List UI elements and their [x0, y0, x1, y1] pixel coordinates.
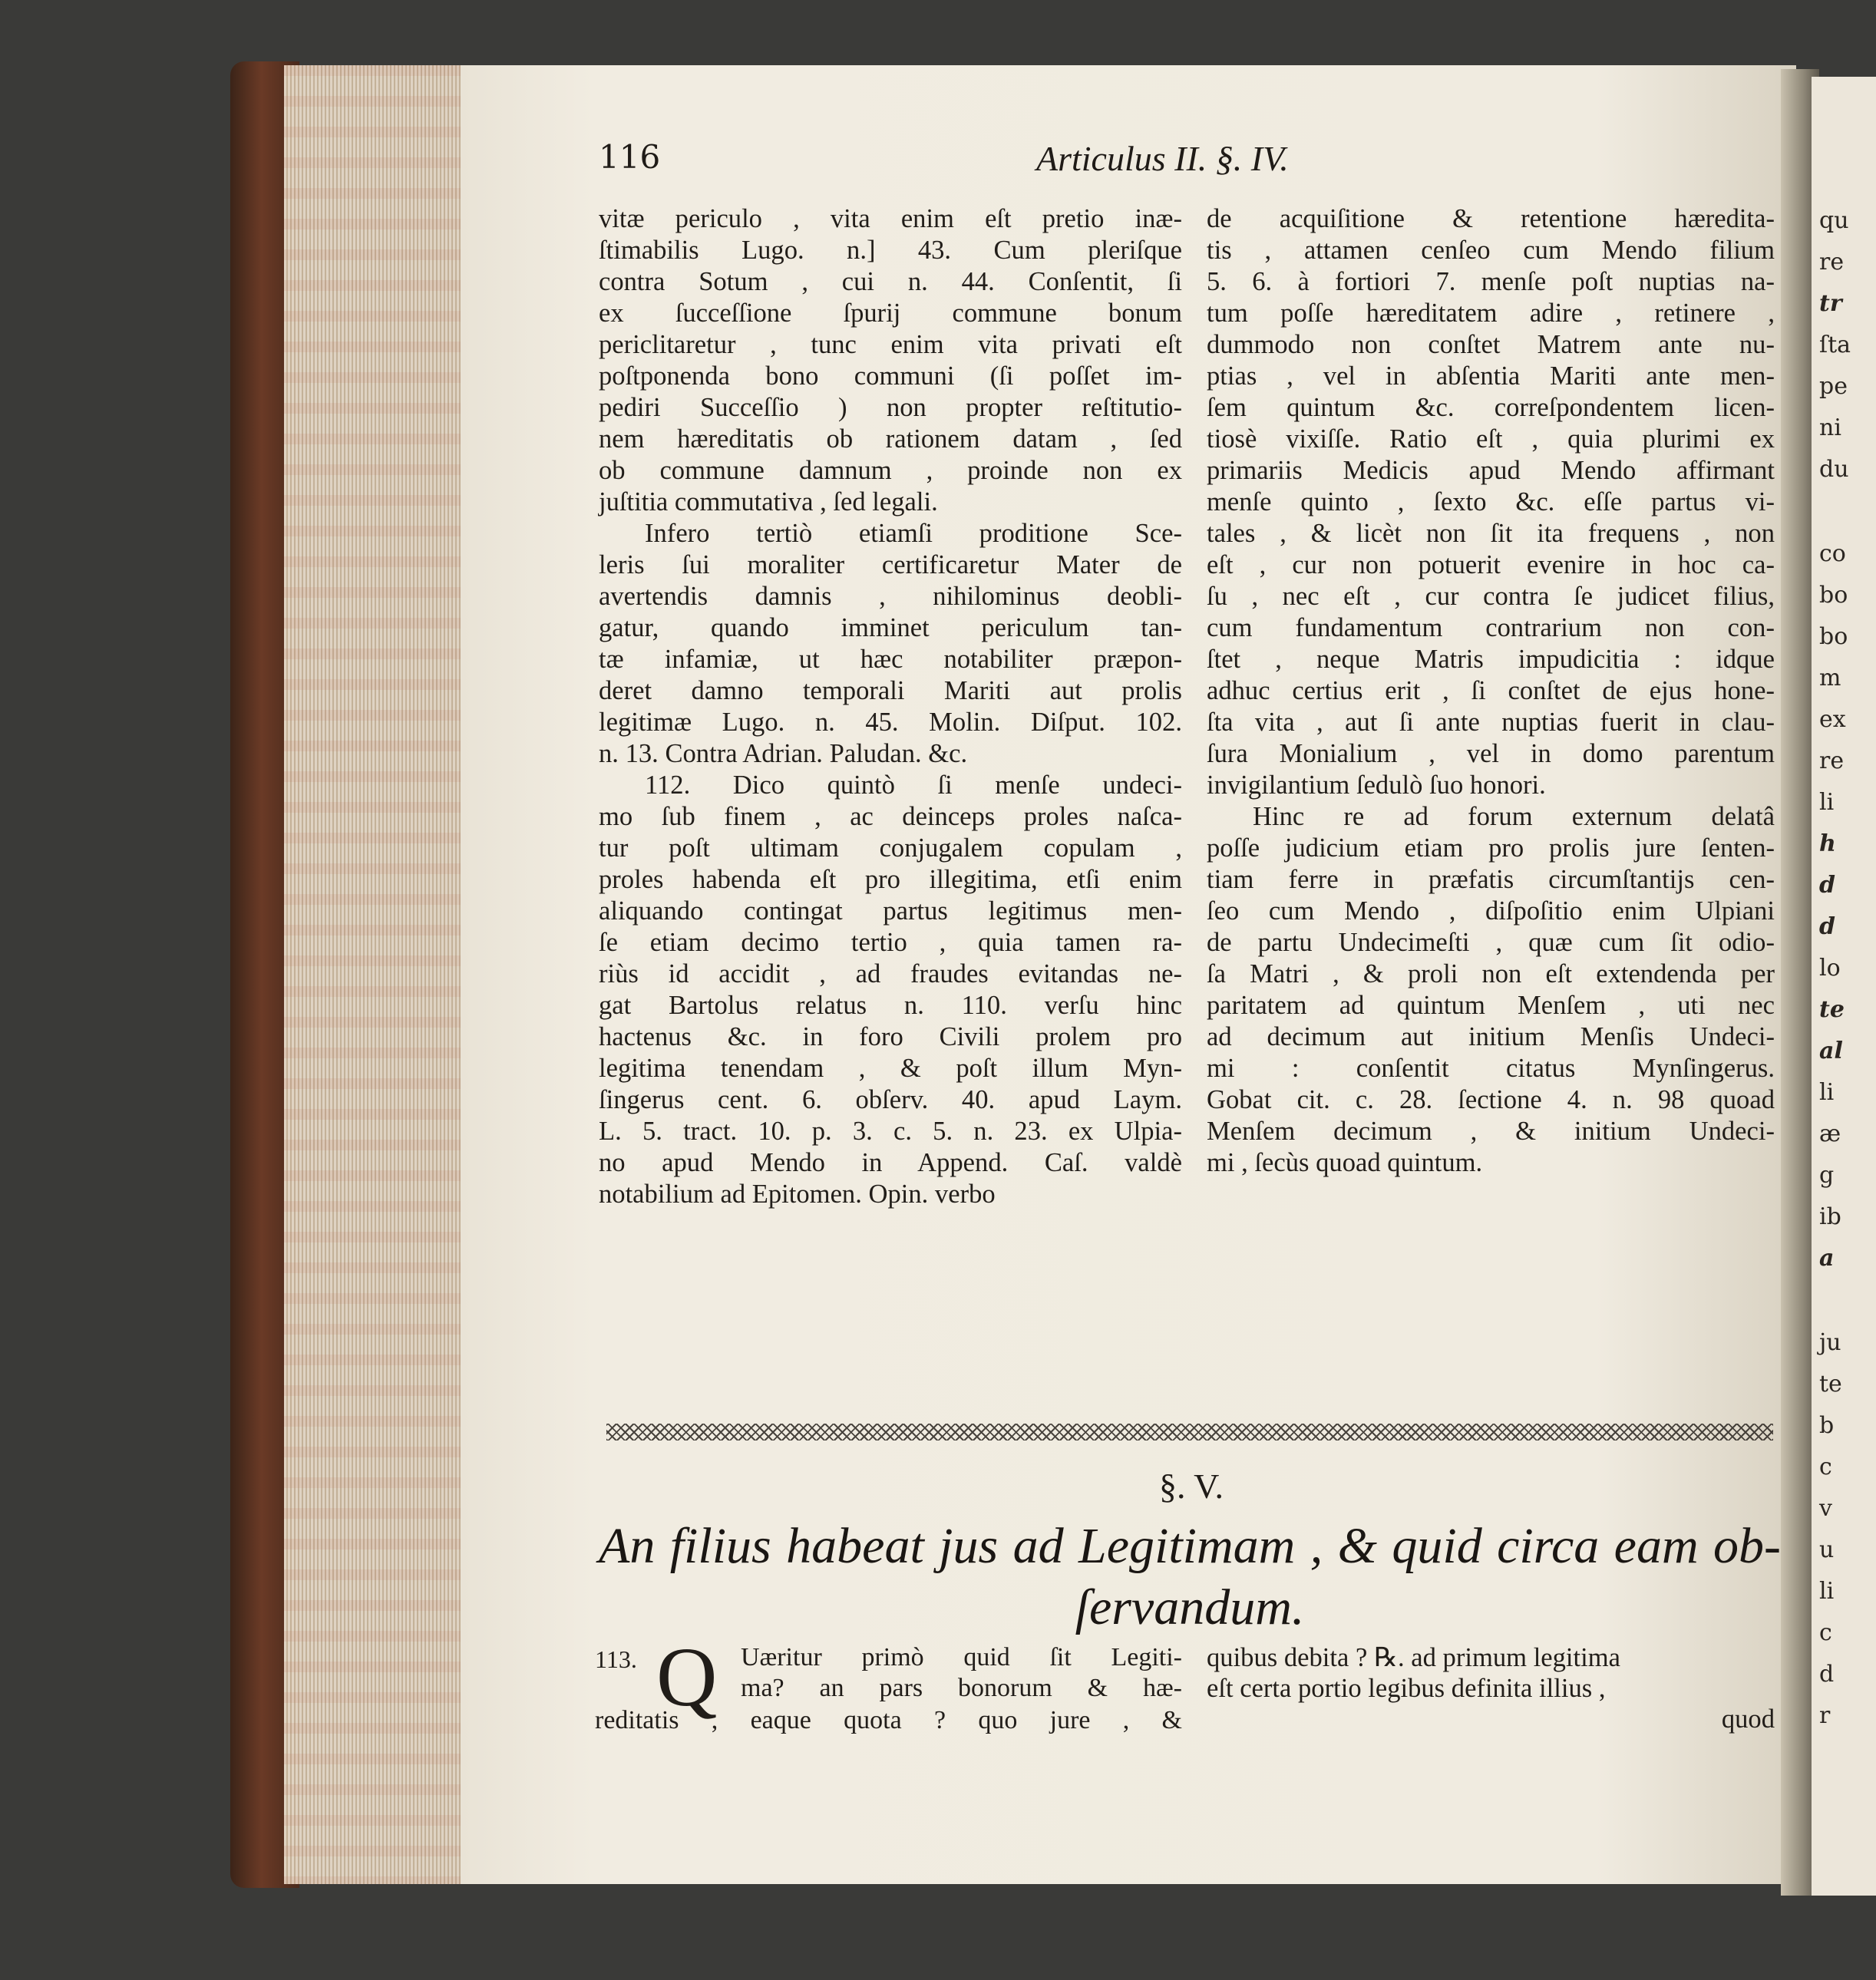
next-page-fragment: li	[1819, 789, 1835, 816]
drop-cap: Q	[656, 1630, 718, 1724]
text-line: aliquando contingat partus legitimus men-	[599, 896, 1182, 926]
text-line: ſem quintum &c. correſpondentem licen-	[1207, 393, 1775, 422]
next-page-fragment: g	[1819, 1162, 1835, 1189]
next-page-fragment: du	[1819, 456, 1849, 483]
next-page-fragment: lo	[1819, 955, 1841, 982]
next-page-fragment: ex	[1819, 706, 1846, 733]
text-line: de acquiſitione & retentione hæredita-	[1207, 204, 1775, 233]
text-line: ſe etiam decimo tertio , quia tamen ra-	[599, 928, 1182, 957]
text-line: gat Bartolus relatus n. 110. verſu hinc	[599, 991, 1182, 1020]
text-line: eſt certa portio legibus definita illius ,	[1207, 1674, 1606, 1703]
text-line: eſt , cur non potuerit evenire in hoc ca-	[1207, 550, 1775, 579]
text-line: gatur, quando imminet periculum tan-	[599, 613, 1182, 642]
text-line: Hinc re ad forum externum delatâ	[1253, 802, 1775, 831]
text-line: hactenus &c. in foro Civili prolem pro	[599, 1022, 1182, 1051]
text-line: paritatem ad quintum Menſem , uti nec	[1207, 991, 1775, 1020]
next-page-fragment: d	[1819, 913, 1835, 940]
paragraph-113-line1: Uæritur primò quid ſit Legiti-	[741, 1643, 1182, 1671]
next-page-fragment: tr	[1819, 290, 1842, 317]
text-line: no apud Mendo in Append. Caſ. valdè	[599, 1148, 1182, 1177]
text-line: menſe quinto , ſexto &c. eſſe partus vi-	[1207, 487, 1775, 516]
page-edges	[284, 65, 468, 1884]
next-page-fragment: al	[1819, 1038, 1843, 1064]
text-line: primariis Medicis apud Mendo affirmant	[1207, 456, 1775, 485]
text-line: periclitaretur , tunc enim vita privati eſt	[599, 330, 1182, 359]
text-line: ſa Matri , & proli non eſt extendenda per	[1207, 959, 1775, 988]
text-line: ptias , vel in abſentia Mariti ante men-	[1207, 361, 1775, 391]
text-line: quibus debita ? ℞. ad primum legitima	[1207, 1643, 1621, 1672]
text-line: n. 13. Contra Adrian. Paludan. &c.	[599, 739, 968, 768]
text-line: cum fundamentum contrarium non con-	[1207, 613, 1775, 642]
section-title-line1: An filius habeat jus ad Legitimam , & quid circa eam ob-	[599, 1518, 1781, 1574]
text-line: tales , & licèt non ſit ita frequens , non	[1207, 519, 1775, 548]
text-line: ſu , nec eſt , cur contra ſe judicet filius,	[1207, 582, 1775, 611]
text-line: vitæ periculo , vita enim eſt pretio inæ-	[599, 204, 1182, 233]
next-page-fragment: d	[1819, 872, 1835, 899]
text-line: mo ſub finem , ac deinceps proles naſca-	[599, 802, 1182, 831]
next-page-fragment: ib	[1819, 1203, 1841, 1230]
next-page-fragment: ju	[1819, 1329, 1841, 1356]
next-page-fragment: ni	[1819, 414, 1841, 441]
text-line: tæ infamiæ, ut hæc notabiliter præpon-	[599, 645, 1182, 674]
text-line: poſtponenda bono communi (ſi poſſet im-	[599, 361, 1182, 391]
text-line: tiosè vixiſſe. Ratio eſt , quia plurimi ex	[1207, 424, 1775, 454]
text-line: ſta vita , aut ſi ante nuptias fuerit in clau-	[1207, 708, 1775, 737]
text-line: pediri Succeſſio ) non propter reſtitutio-	[599, 393, 1182, 422]
text-line: poſſe judicium etiam pro prolis jure ſenten-	[1207, 833, 1775, 863]
text-line: L. 5. tract. 10. p. 3. c. 5. n. 23. ex Ulpia-	[599, 1117, 1182, 1146]
text-line: ſtet , neque Matris impudicitia : idque	[1207, 645, 1775, 674]
next-page-fragment: c	[1819, 1619, 1832, 1646]
page-number: 116	[599, 138, 661, 176]
next-page-fragment: te	[1819, 996, 1845, 1023]
next-page-fragment: co	[1819, 540, 1846, 567]
text-line: nem hæreditatis ob rationem datam , ſed	[599, 424, 1182, 454]
right-text-column	[1207, 203, 1775, 1179]
paragraph-113-line2: ma? an pars bonorum & hæ-	[741, 1674, 1182, 1702]
text-line: Menſem decimum , & initium Undeci-	[1207, 1117, 1775, 1146]
text-line: legitimæ Lugo. n. 45. Molin. Diſput. 102.	[599, 708, 1182, 737]
right-column-113	[1207, 1642, 1775, 1734]
text-line: notabilium ad Epitomen. Opin. verbo	[599, 1180, 996, 1209]
section-title	[599, 1516, 1781, 1638]
next-page-fragment: d	[1819, 1661, 1835, 1688]
text-line: ob commune damnum , proinde non ex	[599, 456, 1182, 485]
text-line: tis , attamen cenſeo cum Mendo filium	[1207, 236, 1775, 265]
next-page-fragment: li	[1819, 1079, 1835, 1106]
text-line: Infero tertiò etiamſi proditione Sce-	[645, 519, 1182, 548]
next-page-fragment: r	[1819, 1702, 1831, 1729]
text-line: contra Sotum , cui n. 44. Conſentit, ſi	[599, 267, 1182, 296]
next-page-fragment: h	[1819, 830, 1836, 857]
text-line: de partu Undecimeſti , quæ cum ſit odio-	[1207, 928, 1775, 957]
next-page-fragment: bo	[1819, 623, 1848, 650]
text-line: 112. Dico quintò ſi menſe undeci-	[645, 771, 1182, 800]
left-text-column	[599, 203, 1182, 1210]
next-page-fragment: æ	[1819, 1120, 1841, 1147]
text-line: adhuc certius erit , ſi conſtet de ejus hone-	[1207, 676, 1775, 705]
next-page-fragment: re	[1819, 747, 1845, 774]
paragraph-113-line3: reditatis , eaque quota ? quo jure , &	[595, 1706, 1182, 1734]
section-title-line2: ſervandum.	[1075, 1579, 1305, 1635]
text-line: avertendis damnis , nihilominus deobli-	[599, 582, 1182, 611]
next-page-fragment: c	[1819, 1454, 1832, 1480]
section-mark: §. V.	[1159, 1467, 1224, 1506]
next-page-fragment: m	[1819, 665, 1841, 691]
text-line: ſura Monialium , vel in domo parentum	[1207, 739, 1775, 768]
text-line: invigilantium ſedulò ſuo honori.	[1207, 771, 1546, 800]
text-line: 5. 6. à fortiori 7. menſe poſt nuptias na-	[1207, 267, 1775, 296]
next-page-fragment: u	[1819, 1536, 1835, 1563]
next-page-fragment: qu	[1819, 207, 1849, 234]
text-line: ex ſucceſſione ſpurij commune bonum	[599, 299, 1182, 328]
text-line: ſingerus cent. 6. obſerv. 40. apud Laym.	[599, 1085, 1182, 1114]
next-page-fragment: v	[1819, 1495, 1832, 1522]
text-line: ad decimum aut initium Menſis Undeci-	[1207, 1022, 1775, 1051]
text-line: dummodo non conſtet Matrem ante nu-	[1207, 330, 1775, 359]
text-line: riùs id accidit , ad fraudes evitandas ne-	[599, 959, 1182, 988]
next-page-fragment: a	[1819, 1245, 1835, 1272]
text-line: ſtimabilis Lugo. n.] 43. Cum pleriſque	[599, 236, 1182, 265]
next-page-fragment: pe	[1819, 373, 1848, 400]
text-line: deret damno temporali Mariti aut prolis	[599, 676, 1182, 705]
text-line: proles habenda eſt pro illegitima, etſi enim	[599, 865, 1182, 894]
text-line: juſtitia commutativa , ſed legali.	[599, 487, 938, 516]
next-page-fragment: re	[1819, 249, 1845, 276]
text-line: Gobat cit. c. 28. ſectione 4. n. 98 quoad	[1207, 1085, 1775, 1114]
next-page-fragment: bo	[1819, 582, 1848, 609]
text-line: ſeo cum Mendo , diſpoſitio enim Ulpiani	[1207, 896, 1775, 926]
text-line: tum poſſe hæreditatem adire , retinere ,	[1207, 299, 1775, 328]
text-line: tur poſt ultimam conjugalem copulam ,	[599, 833, 1182, 863]
paragraph-number: 113.	[595, 1645, 637, 1673]
next-page-fragment: li	[1819, 1578, 1835, 1605]
text-line: mi , ſecùs quoad quintum.	[1207, 1148, 1483, 1177]
text-line: legitima tenendam , & poſt illum Myn-	[599, 1054, 1182, 1083]
ornamental-rule	[606, 1424, 1773, 1440]
text-line: leris ſui moraliter certificaretur Mater de	[599, 550, 1182, 579]
text-line: quod	[1721, 1704, 1775, 1734]
text-line: tiam ferre in præfatis circumſtantijs cen-	[1207, 865, 1775, 894]
next-page-fragment: b	[1819, 1412, 1835, 1439]
text-line: mi : conſentit citatus Mynſingerus.	[1207, 1054, 1775, 1083]
page-header	[599, 138, 1704, 184]
running-head: Articulus II. §. IV.	[1036, 139, 1289, 178]
next-page-fragment: te	[1819, 1371, 1842, 1398]
next-page-fragment: ſta	[1819, 332, 1851, 358]
